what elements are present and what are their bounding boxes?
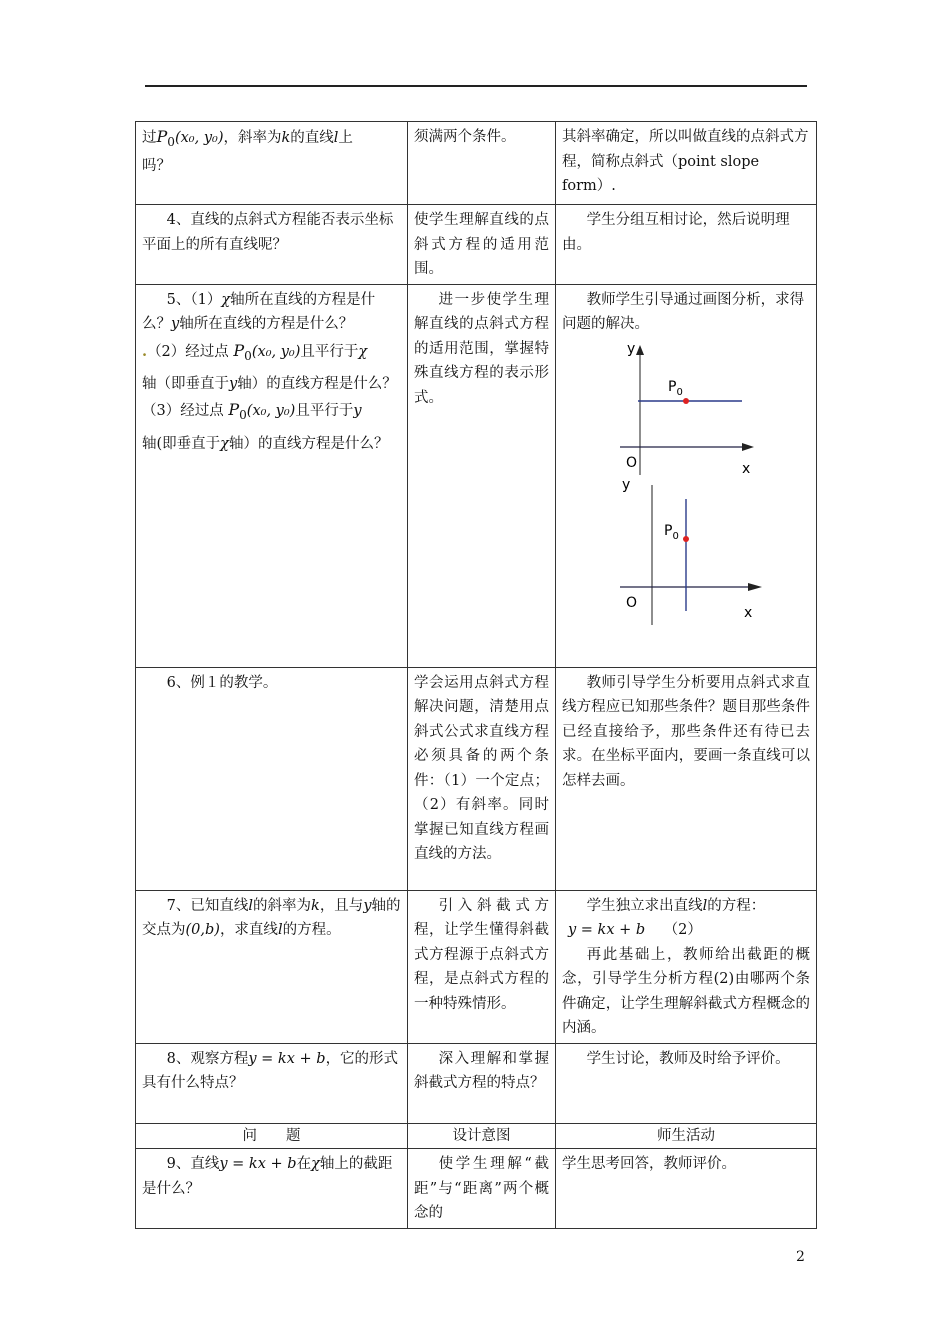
question-cell: 4、直线的点斜式方程能否表示坐标平面上的所有直线呢？: [136, 205, 408, 285]
activity-cell: 学生思考回答，教师评价。: [556, 1149, 817, 1229]
question-cell: 过$P_0(x_0$, y₀)，斜率为k的直线l上 吗？: [136, 122, 408, 205]
lesson-table: [135, 121, 817, 1229]
activity-cell: 教师学生引导通过画图分析，求得问题的解决。 y O x $P_0$ y O x $P_0$: [556, 284, 817, 667]
table-row: [136, 1149, 817, 1229]
header-rule: [145, 85, 807, 87]
origin-label: O: [626, 594, 638, 611]
intent-cell: 使学生理解“截距”与“距离”两个概念的: [408, 1149, 556, 1229]
question-cell: 9、直线y = kx + b在χ轴上的截距是什么？: [136, 1149, 408, 1229]
header-intent: 设计意图: [408, 1123, 556, 1149]
point-p0: [683, 536, 689, 542]
point-label: $P_0$: [664, 522, 679, 542]
x-axis-arrow: [748, 583, 762, 591]
intent-cell: 须满两个条件。: [408, 122, 556, 205]
y-label: y: [627, 340, 636, 357]
table-row: [136, 890, 817, 1043]
page-number: 2: [796, 1249, 805, 1265]
point-label: $P_0$: [668, 378, 683, 398]
graph-vertical-line: [562, 477, 810, 627]
point-p0: [683, 398, 689, 404]
y-label: y: [622, 476, 631, 493]
header-activity: 师生活动: [556, 1123, 817, 1149]
question-cell: 8、观察方程y = kx + b，它的形式具有什么特点？: [136, 1043, 408, 1123]
origin-label: O: [626, 454, 638, 471]
activity-cell: 其斜率确定，所以叫做直线的点斜式方程，简称点斜式（point slope form）.: [556, 122, 817, 205]
question-cell: 6、例１的教学。: [136, 667, 408, 890]
table-row: [136, 122, 817, 205]
intent-cell: 引入斜截式方程，让学生懂得斜截式方程源于点斜式方程，是点斜式方程的一种特殊情形。: [408, 890, 556, 1043]
table-row: [136, 667, 817, 890]
intent-cell: 使学生理解直线的点斜式方程的适用范围。: [408, 205, 556, 285]
x-label: x: [742, 460, 751, 477]
table-row: [136, 284, 817, 667]
table-header-row: [136, 1123, 817, 1149]
activity-cell: 教师引导学生分析要用点斜式求直线方程应已知那些条件？题目那些条件已经直接给予，那些条件还有待已去求。在坐标平面内，要画一条直线可以怎样去画。: [556, 667, 817, 890]
activity-cell: 学生分组互相讨论，然后说明理由。: [556, 205, 817, 285]
x-axis-arrow: [742, 443, 754, 451]
header-question: 问 题: [136, 1123, 408, 1149]
question-cell: 5、（1）χ轴所在直线的方程是什么？y轴所在直线的方程是什么？ .（2）经过点 $P_0(x_0$, y₀)且平行于χ 轴（即垂直于y轴）的直线方程是什么？ （3）经过点 $P_0(x_0$, y₀)且平行于y 轴(即垂直于χ轴）的直线方程是什么？: [136, 284, 408, 667]
table-row: [136, 205, 817, 285]
question-cell: 7、已知直线l的斜率为k，且与y轴的交点为(0,b)，求直线l的方程。: [136, 890, 408, 1043]
y-axis-arrow: [636, 345, 644, 355]
intent-cell: 进一步使学生理解直线的点斜式方程的适用范围，掌握特殊直线方程的表示形式。: [408, 284, 556, 667]
activity-cell: 学生讨论，教师及时给予评价。: [556, 1043, 817, 1123]
graph-horizontal-line: [562, 337, 810, 477]
intent-cell: 学会运用点斜式方程解决问题，清楚用点斜式公式求直线方程必须具备的两个条件：（1）一个定点；（2）有斜率。同时掌握已知直线方程画直线的方法。: [408, 667, 556, 890]
intent-cell: 深入理解和掌握斜截式方程的特点？: [408, 1043, 556, 1123]
activity-cell: 学生独立求出直线l的方程： y = kx + b （2） 再此基础上，教师给出截距的概念，引导学生分析方程(2)由哪两个条件确定，让学生理解斜截式方程概念的内涵。: [556, 890, 817, 1043]
table-row: [136, 1043, 817, 1123]
x-label: x: [744, 604, 753, 621]
